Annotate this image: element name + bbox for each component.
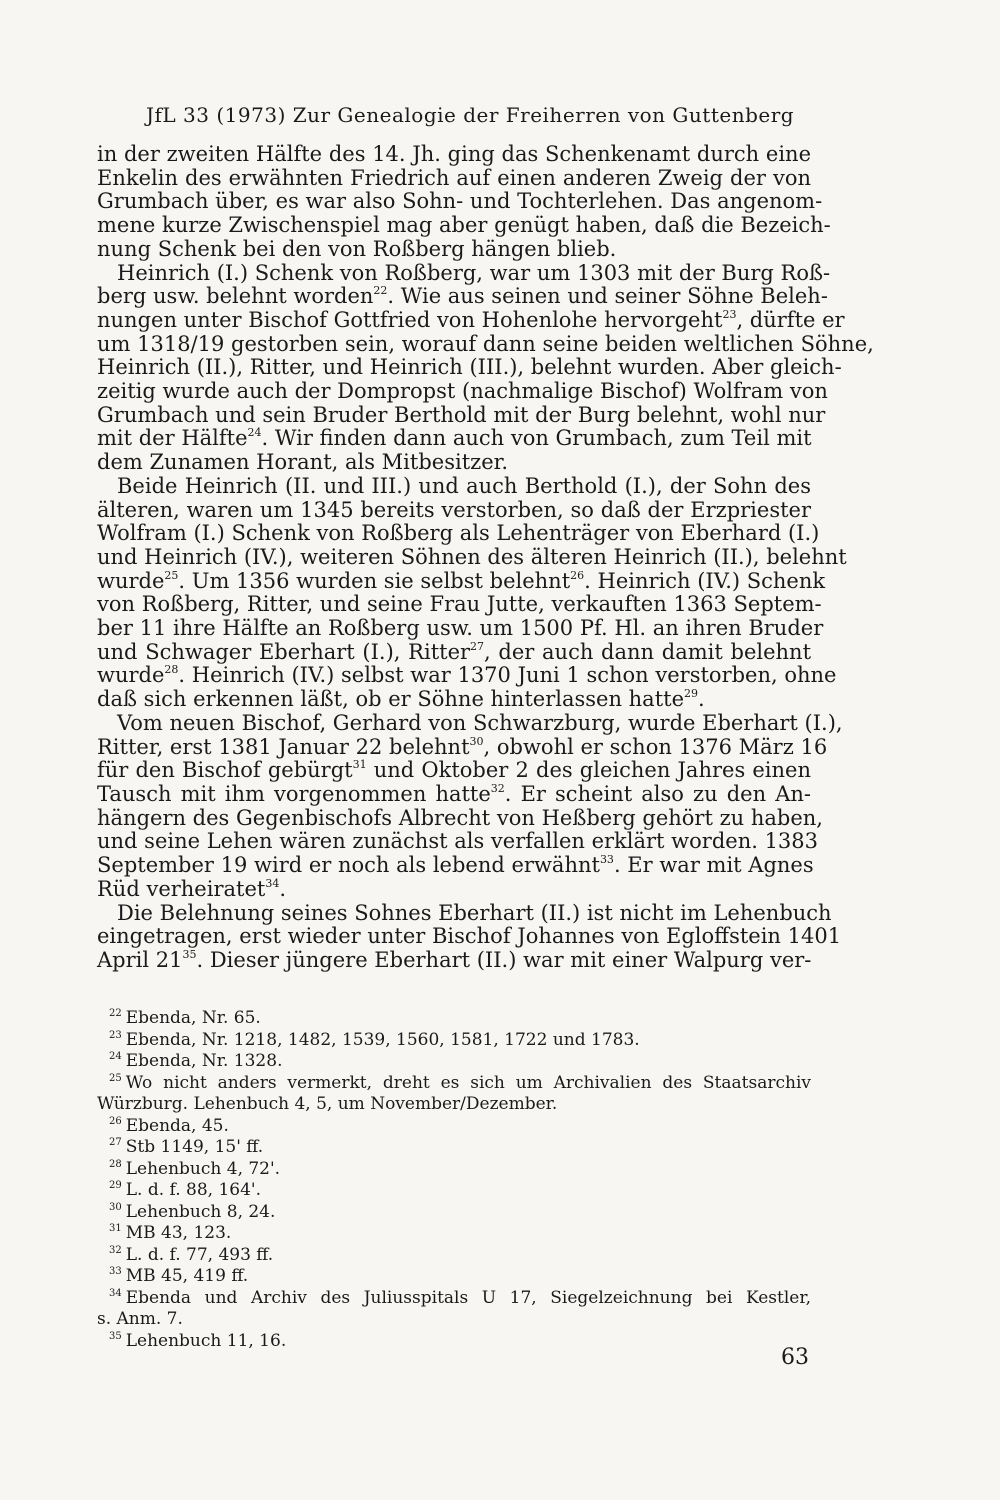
footnote-ref: 24 (247, 426, 262, 440)
text-segment: . Wir finden dann auch von Grumbach, zum Teil mit (261, 426, 812, 451)
text-segment: wurde (97, 663, 165, 688)
text-segment: nungen unter Bischof Gottfried von Hohenlohe hervorgeht (97, 307, 723, 332)
text-segment: Enkelin des erwähnten Friedrich auf einen anderen Zweig der von (97, 165, 811, 190)
text-line (97, 379, 828, 404)
footnote-text: MB 43, 123. (125, 1223, 232, 1243)
footnote-number: 25 (109, 1072, 122, 1084)
footnote (109, 1331, 811, 1353)
footnote-ref: 25 (164, 568, 179, 582)
footnote (109, 1159, 811, 1181)
text-line (97, 499, 811, 523)
footnote-ref: 32 (490, 781, 505, 795)
footnote-number: 22 (109, 1008, 122, 1019)
footnote-ref: 30 (469, 734, 484, 748)
text-line (97, 238, 811, 262)
footnote (109, 1137, 811, 1159)
footnote-number: 29 (109, 1180, 122, 1191)
text-segment: April 21 (97, 947, 183, 972)
text-segment: älteren, waren um 1345 bereits verstorben, so daß der Erzpriester (97, 497, 811, 522)
text-segment: Rüd verheiratet (97, 876, 266, 901)
footnote-text: Lehenbuch 4, 72'. (125, 1158, 281, 1179)
footnotes (97, 1008, 811, 1352)
footnote-number: 30 (109, 1201, 122, 1213)
text-segment: Heinrich (I.) Schenk von Roßberg, war um 1303 mit der Burg Roß- (117, 260, 831, 285)
text-line (97, 568, 826, 594)
text-line (97, 734, 828, 760)
text-line (97, 260, 831, 286)
text-segment: in der zweiten Hälfte des 14. Jh. ging das Schenkenamt durch eine (97, 142, 811, 166)
running-head: JfL 33 (1973) Zur Genealogie der Freiherren von Guttenberg (146, 103, 795, 127)
footnote (109, 1030, 811, 1052)
text-line (97, 829, 819, 854)
text-line (97, 641, 811, 665)
footnote (109, 1051, 811, 1073)
text-segment: dem Zunamen Horant, als Mitbesitzer. (97, 450, 509, 475)
text-segment: und seine Lehen wären zunächst als verfallen erklärt worden. 1383 (97, 829, 819, 854)
text-segment: Wolfram (I.) Schenk von Roßberg als Lehenträger von Eberhard (I.) (97, 521, 820, 546)
text-segment: Ritter, erst 1381 Januar 22 belehnt (97, 734, 470, 759)
footnote-ref: 31 (352, 758, 367, 772)
text-line (97, 783, 811, 807)
footnote (97, 1309, 811, 1331)
text-segment: . Wie aus seinen und seiner Söhne Beleh- (387, 284, 828, 309)
text-segment: zeitig wurde auch der Dompropst (nachmalige Bischof) Wolfram von (97, 379, 828, 404)
footnote (109, 1116, 811, 1138)
footnote (109, 1288, 811, 1310)
footnote (97, 1094, 811, 1116)
text-line (97, 924, 842, 949)
footnote-text: Lehenbuch 11, 16. (125, 1330, 287, 1351)
text-line (97, 853, 814, 878)
text-segment: und Heinrich (IV.), weiteren Söhnen des älteren Heinrich (II.), belehnt (97, 544, 847, 569)
text-line (97, 663, 837, 688)
text-line (97, 189, 823, 214)
text-segment: , obwohl er schon 1376 März 16 (483, 734, 828, 759)
footnote-text: MB 45, 419 ff. (125, 1266, 249, 1286)
footnote-ref: 23 (722, 307, 737, 321)
text-line (97, 331, 874, 357)
footnote-text: Ebenda, Nr. 1218, 1482, 1539, 1560, 1581, 1722 und 1783. (125, 1029, 640, 1050)
footnote-ref: 35 (182, 947, 197, 961)
footnote-number: 32 (109, 1244, 122, 1256)
text-segment: . Heinrich (IV.) selbst war 1370 Juni 1 schon verstorben, ohne (178, 663, 837, 688)
footnote (109, 1223, 811, 1245)
text-segment: Grumbach über, es war also Sohn- und Tochterlehen. Das angenom- (97, 189, 823, 214)
footnote-text: Ebenda, 45. (125, 1115, 229, 1136)
footnote-text: L. d. f. 77, 493 ff. (125, 1244, 274, 1265)
text-segment: daß sich erkennen läßt, ob er Söhne hinterlassen hatte (97, 687, 684, 712)
footnote (109, 1202, 811, 1224)
page-number: 63 (781, 1345, 809, 1370)
text-line (97, 544, 847, 570)
text-segment: ber 11 ihre Hälfte an Roßberg usw. um 1500 Pf. Hl. an ihren Bruder (97, 616, 824, 641)
text-segment: mene kurze Zwischenspiel mag aber genügt haben, daß die Bezeich- (97, 213, 831, 238)
text-segment: hängern des Gegenbischofs Albrecht von Heßberg gehört zu haben, (97, 805, 823, 830)
footnote-number: 35 (109, 1330, 122, 1342)
footnote-text: L. d. f. 88, 164'. (125, 1180, 261, 1200)
footnote-ref: 34 (265, 876, 280, 890)
text-segment: . Heinrich (IV.) Schenk (584, 568, 826, 593)
footnote-number: 31 (109, 1223, 122, 1234)
text-segment: von Roßberg, Ritter, und seine Frau Jutte, verkauften 1363 Septem- (97, 592, 822, 617)
footnote-text: s. Anm. 7. (97, 1309, 183, 1329)
text-segment: wurde (97, 568, 165, 593)
text-segment: um 1318/19 gestorben sein, worauf dann seine beiden weltlichen Söhne, (97, 331, 874, 356)
footnote-text: Würzburg. Lehenbuch 4, 5, um November/Dezember. (97, 1094, 558, 1114)
footnote-ref: 22 (373, 284, 388, 298)
text-segment: eingetragen, erst wieder unter Bischof Johannes von Egloffstein 1401 (97, 924, 842, 949)
footnote-ref: 28 (164, 663, 179, 677)
text-segment: nung Schenk bei den von Roßberg hängen blieb. (97, 236, 617, 261)
footnote-ref: 29 (684, 687, 698, 701)
footnote-ref: 33 (599, 853, 614, 867)
text-line (97, 213, 831, 238)
text-line (97, 402, 826, 428)
footnote-number: 34 (109, 1287, 122, 1299)
text-line (97, 616, 824, 641)
footnote-text: Stb 1149, 15' ff. (125, 1137, 264, 1157)
text-line (97, 710, 843, 736)
footnote-number: 27 (109, 1137, 122, 1148)
text-segment: und Schwager Eberhart (I.), Ritter (97, 639, 471, 664)
text-line (97, 521, 820, 546)
text-line (97, 307, 845, 333)
text-segment: Die Belehnung seines Sohnes Eberhart (II.) ist nicht im Lehenbuch (117, 900, 832, 925)
footnote-text: Ebenda, Nr. 1328. (125, 1051, 283, 1071)
footnote-text: Ebenda, Nr. 65. (125, 1008, 261, 1028)
text-segment: mit der Hälfte (97, 426, 248, 451)
footnote-text: Lehenbuch 8, 24. (125, 1201, 276, 1222)
text-line (97, 592, 822, 617)
text-line (97, 143, 811, 167)
footnote (109, 1245, 811, 1267)
text-segment: , der auch dann damit belehnt (484, 639, 812, 664)
text-line (97, 900, 832, 926)
footnote-number: 33 (109, 1266, 122, 1277)
text-segment: . (698, 687, 705, 712)
text-segment: Heinrich (II.), Ritter, und Heinrich (III.), belehnt wurden. Aber gleich- (97, 355, 842, 380)
footnote (109, 1073, 811, 1095)
text-segment: . Er scheint also zu den An- (504, 781, 811, 806)
text-line (97, 284, 828, 309)
text-segment: und Oktober 2 des gleichen Jahres einen (366, 758, 811, 783)
text-line (97, 949, 811, 973)
text-segment: . Um 1356 wurden sie selbst belehnt (178, 568, 571, 593)
text-segment: September 19 wird er noch als lebend erwähnt (97, 853, 600, 878)
text-line (97, 167, 811, 191)
footnote-text: Wo nicht anders vermerkt, dreht es sich um Archivalien des Staatsarchiv (125, 1072, 811, 1093)
footnote (109, 1266, 811, 1288)
text-segment: . Er war mit Agnes (613, 853, 814, 878)
text-segment: für den Bischof gebürgt (97, 758, 353, 783)
footnote-number: 23 (109, 1029, 122, 1041)
footnote (109, 1180, 811, 1202)
text-segment: , dürfte er (736, 307, 845, 332)
text-line (97, 427, 811, 451)
text-line (97, 759, 811, 783)
body-text (97, 142, 874, 973)
footnote-ref: 26 (570, 568, 585, 582)
text-line (97, 475, 811, 499)
text-segment: Vom neuen Bischof, Gerhard von Schwarzburg, wurde Eberhart (I.), (117, 710, 843, 735)
footnote-number: 28 (109, 1158, 122, 1170)
text-line (97, 355, 842, 380)
text-line (97, 805, 823, 831)
footnote-number: 24 (109, 1051, 122, 1062)
footnote-text: Ebenda und Archiv des Juliusspitals U 17, Siegelzeichnung bei Kestler, (125, 1287, 811, 1308)
text-segment: . Dieser jüngere Eberhart (II.) war mit einer Walpurg ver- (196, 947, 812, 972)
footnote (109, 1008, 811, 1030)
footnote-number: 26 (109, 1115, 122, 1127)
text-segment: Beide Heinrich (II. und III.) und auch Berthold (I.), der Sohn des (117, 473, 811, 498)
text-segment: berg usw. belehnt worden (97, 284, 374, 309)
footnote-ref: 27 (470, 639, 485, 653)
text-segment: Tausch mit ihm vorgenommen hatte (97, 781, 491, 806)
text-line (97, 878, 811, 902)
text-line (97, 451, 811, 475)
text-segment: . (279, 876, 287, 901)
text-line (97, 688, 811, 712)
text-segment: Grumbach und sein Bruder Berthold mit der Burg belehnt, wohl nur (97, 402, 826, 427)
